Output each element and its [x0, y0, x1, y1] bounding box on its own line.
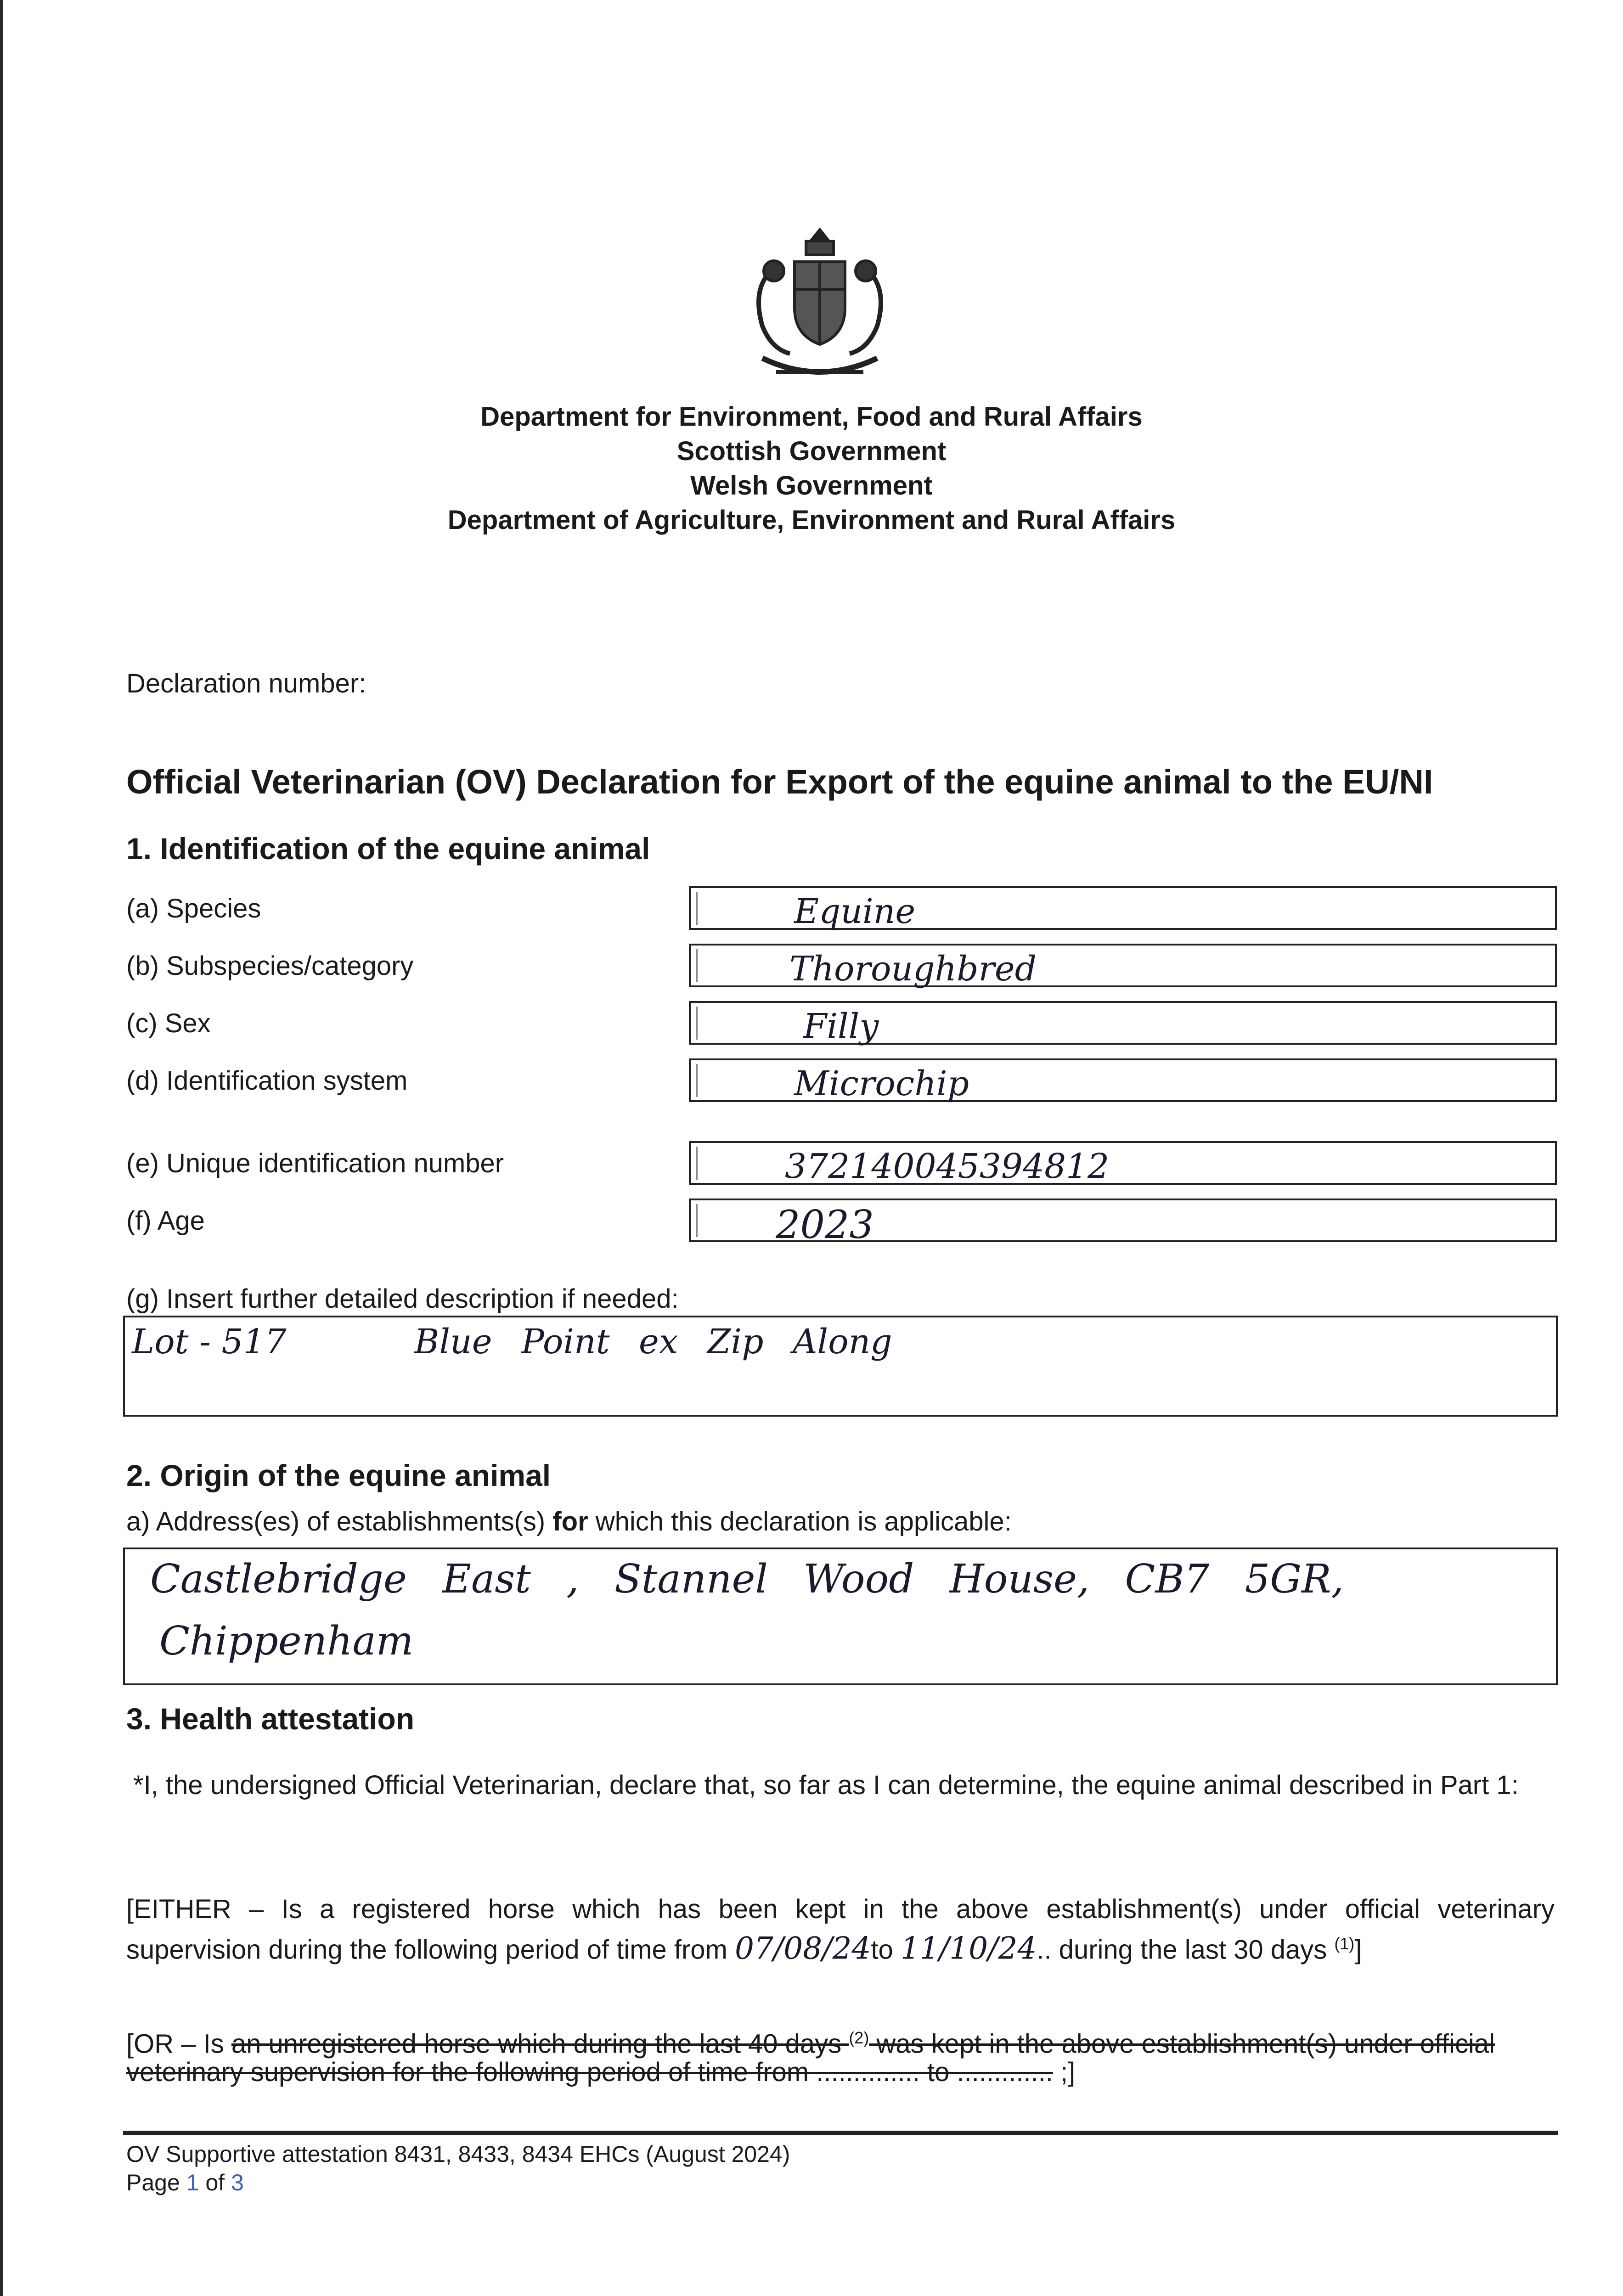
address-field[interactable]: [123, 1548, 1558, 1685]
either-from-date: 07/08/24: [735, 1930, 871, 1966]
unique-id-field[interactable]: [689, 1141, 1557, 1185]
or-text: [OR – Is: [126, 2029, 231, 2059]
horse-description: Blue Point ex Zip Along: [414, 1322, 892, 1362]
health-intro: *I, the undersigned Official Veterinarian, declare that, so far as I can determine, the equine animal described in Part 1:: [133, 1770, 1519, 1800]
identification-system-label: (d) Identification system: [126, 1066, 408, 1096]
either-text: supervision during the following period of time from: [126, 1935, 735, 1965]
page-total: 3: [231, 2170, 244, 2195]
either-to-date: 11/10/24: [900, 1930, 1037, 1966]
address-label-bold: for: [552, 1507, 588, 1536]
footer-divider: [123, 2131, 1558, 2135]
footer-reference: OV Supportive attestation 8431, 8433, 8434 EHCs (August 2024): [126, 2141, 790, 2167]
subspecies-value: Thoroughbred: [789, 949, 1037, 989]
page-indicator: [126, 2168, 790, 2197]
sex-field[interactable]: [689, 1001, 1557, 1045]
declaration-number-label: Declaration number:: [126, 669, 366, 698]
department-name: Department of Agriculture, Environment and Rural Affairs: [447, 505, 1176, 535]
or-line-2: [126, 2055, 1555, 2089]
further-description-field[interactable]: [123, 1316, 1558, 1417]
address-label: [126, 1506, 1012, 1537]
species-field[interactable]: [689, 886, 1557, 930]
species-value: Equine: [794, 892, 916, 931]
age-field[interactable]: [689, 1199, 1557, 1247]
age-value: 2023: [776, 1202, 874, 1247]
department-name: Welsh Government: [690, 471, 933, 501]
sex-label: (c) Sex: [126, 1008, 211, 1038]
unique-id-value: 372140045394812: [785, 1147, 1110, 1186]
either-end: ]: [1354, 1935, 1362, 1965]
department-name: Department for Environment, Food and Rural Affairs: [480, 402, 1143, 432]
address-label-text: a) Address(es) of establishments(s): [126, 1507, 553, 1536]
either-line-2: [126, 1926, 1555, 1967]
lot-number: Lot - 517: [132, 1322, 287, 1362]
either-line-1: [EITHER – Is a registered horse which has been kept in the above establishment(s) under official veterinary: [126, 1894, 1555, 1924]
sex-value: Filly: [803, 1007, 879, 1046]
or-struck-line: veterinary supervision for the following period of time from .............. to .............: [126, 2057, 1053, 2087]
footer: [126, 2140, 790, 2197]
page-current: 1: [186, 2170, 199, 2195]
identification-system-field[interactable]: [689, 1058, 1557, 1102]
age-label: (f) Age: [126, 1206, 205, 1236]
or-struck-text: an unregistered horse which during the last 40 days: [231, 2029, 849, 2059]
footnote-ref: (2): [849, 2028, 869, 2047]
address-line-2: Chippenham: [159, 1618, 414, 1664]
unique-id-label: (e) Unique identification number: [126, 1148, 504, 1178]
department-list: [0, 400, 1623, 537]
page-of: of: [199, 2170, 231, 2195]
either-to-word: to: [871, 1935, 901, 1965]
or-end: ;]: [1053, 2057, 1076, 2087]
address-label-text-end: which this declaration is applicable:: [588, 1507, 1012, 1536]
scan-edge: [0, 0, 3, 2296]
page-word: Page: [126, 2170, 186, 2195]
footnote-ref: (1): [1334, 1934, 1355, 1953]
section1-heading: 1. Identification of the equine animal: [126, 832, 650, 866]
identification-system-value: Microchip: [794, 1064, 969, 1103]
either-period-text: .. during the last 30 days: [1037, 1935, 1335, 1965]
section2-heading: 2. Origin of the equine animal: [126, 1458, 551, 1492]
royal-coat-of-arms-icon: [735, 220, 905, 390]
or-struck-text-2: was kept in the above establishment(s) under official: [869, 2029, 1495, 2059]
subspecies-field[interactable]: [689, 944, 1557, 987]
section3-heading: 3. Health attestation: [126, 1702, 415, 1736]
subspecies-label: (b) Subspecies/category: [126, 951, 414, 981]
department-name: Scottish Government: [676, 436, 947, 466]
further-description-label: (g) Insert further detailed description if needed:: [126, 1284, 679, 1314]
page-title: Official Veterinarian (OV) Declaration for Export of the equine animal to the EU/NI: [126, 763, 1433, 801]
species-label: (a) Species: [126, 894, 261, 923]
address-line-1: Castlebridge East , Stannel Wood House, CB7 5GR,: [150, 1556, 1344, 1602]
